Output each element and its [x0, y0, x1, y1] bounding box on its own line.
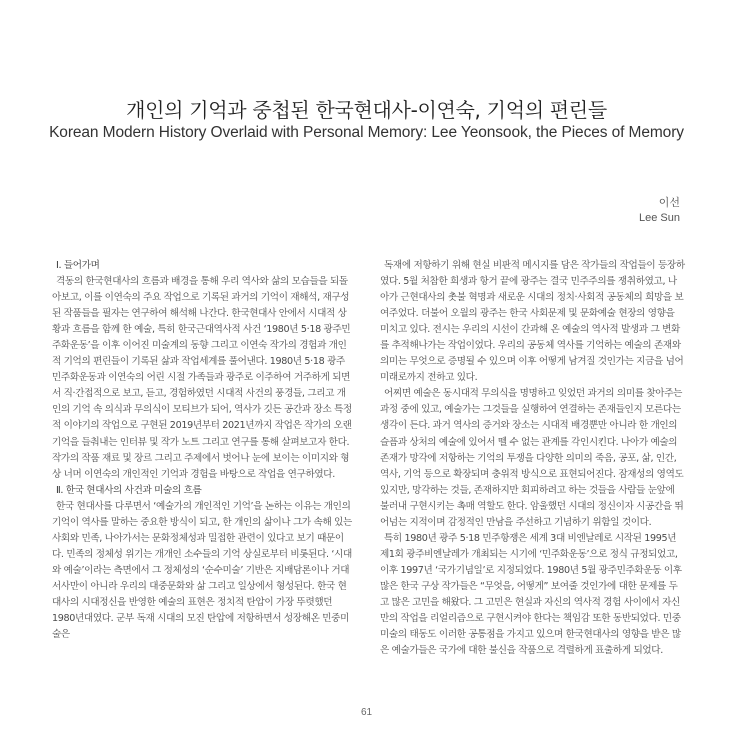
right-paragraph-3: 특히 1980년 광주 5·18 민주항쟁은 세계 3대 비엔날레로 시작된 1995년 제1회 광주비엔날레가 개최되는 시기에 ‘민주화운동’으로 정식 규정되었고, 이후 1997년 ‘국가기념일’로 지정되었다. 1980년 5월 광주민주화운동 이후 많은 한국 구상 작가들은 “무엇을, 어떻게” 보여줄 것인가에 대한 문제를 두고 많은 고민을 해왔다. 그 고민은 현실과 자신의 역사적 경험 사이에서 자신만의 작업을 리얼리즘으로 구현시켜야 한다는 책임감 또한 동반되었다. 민중미술의 태동도 이러한 공통점을 가지고 있으며 한국현대사의 영향을 받은 많은 예술가들은 국가에 대한 불신을 작품으로 격렬하게 표출하게 되었다. — [380, 532, 682, 657]
section2-text: 한국 현대사를 다루면서 ‘예술가의 개인적인 기억’을 논하는 이유는 개인의 기억이 역사를 말하는 중요한 방식이 되고, 한 개인의 삶이나 그가 속해 있는 사회와 민족, 나아가서는 문화정체성과 밀접한 관련이 있다고 보기 때문이다. 민족의 정체성 위기는 개개인 소수들의 기억 상실로부터 비롯된다. ‘시대와 예술’이라는 측면에서 그 정체성의 ‘순수미술’ 기반은 지배담론이나 거대서사만이 아니라 우리의 대중문화와 삶 그리고 일상에서 형성된다. 한국 현대사의 시대정신을 반영한 예술의 표현은 정치적 탄압이 가장 뚜렷했던 1980년대였다. 군부 독재 시대의 모진 탄압에 저항하면서 성장해온 민중미술은 — [52, 500, 352, 641]
right-paragraph-2: 어찌면 예술은 동시대적 무의식을 명명하고 잊었던 과거의 의미를 찾아주는 과정 중에 있고, 예술가는 그것들을 실행하여 연결하는 존재들인지 모른다는 생각이 든다. 과거 역사의 증거와 장소는 시대적 배경뿐만 아니라 한 개인의 슬픔과 상처의 예술에 있어서 뗄 수 없는 관계를 각인시킨다. 나아가 예술의 존재가 망각에 저항하는 기억의 투쟁을 다양한 의미의 죽음, 공포, 삶, 인간, 역사, 기억 등으로 확장되며 충위적 방식으로 표현되어진다. 잠재성의 영역도 있지만, 망각하는 것들, 존재하지만 회피하려고 하는 것들을 사람들 눈앞에 불러내 구현시키는 촉매 역할도 한다. 암울했던 시대의 정신이자 시공간을 뛰어넘는 지적이며 감정적인 만남을 주선하고 기념하기 위함일 것이다. — [380, 388, 684, 528]
author — [639, 196, 680, 226]
title-korean: 개인의 기억과 중첩된 한국현대사-이연숙, 기억의 편린들 — [126, 98, 607, 122]
right-column — [380, 258, 685, 659]
right-paragraph-1: 독재에 저항하기 위해 현실 비판적 메시지를 담은 작가들의 작업들이 등장하였다. 5월 처참한 희생과 항거 끝에 광주는 결국 민주주의를 쟁취하였고, 나아가 근현대사의 촛불 혁명과 새로운 시대의 정치·사회적 공동체의 희망을 보여주었다. 더불어 오월의 광주는 한국 사회문제 및 문화예술 현장의 영향을 미치고 있다. 전시는 우리의 시선이 간과해 온 예술의 역사적 발생과 그 변화를 추적해나가는 작업이었다. 우리의 공동체 역사를 기억하는 예술의 존재와 의미는 무엇으로 증명될 수 있으며 이후 어떻게 남겨질 것인가는 지금을 넘어 미래로까지 전하고 있다. — [380, 260, 685, 384]
author-korean: 이선 — [658, 197, 680, 209]
left-column — [52, 258, 352, 643]
title-english: Korean Modern History Overlaid with Personal Memory: Lee Yeonsook, the Pieces of Memory — [49, 124, 684, 141]
section1-heading: Ⅰ. 들어가며 — [56, 260, 100, 271]
section1-text: 격동의 한국현대사의 흐름과 배경을 통해 우리 역사와 삶의 모습들을 되돌아보고, 이를 이연숙의 주요 작업으로 기록된 과거의 기억이 재해석, 재구성된 작품들을 필자는 연구하여 해석해 나간다. 한국현대사 안에서 시대적 상황과 흐름을 함께 한 예술, 특히 한국근대역사적 사건 ‘1980년 5·18 광주민주화운동’을 이후 이어진 미술계의 동향 그리고 이연숙 작가의 경험과 개인적 기억의 편린들이 기록된 삶과 작업세계를 풀어낸다. 1980년 5·18 광주민주화운동과 이연숙의 어린 시절 가족들과 광주로 이주하여 거주하게 되면서 직·간접적으로 보고, 듣고, 경험하였던 시대적 사건의 풍경들, 그리고 개인의 기억 속 의식과 무의식이 모티브가 되어, 역사가 깃든 공간과 장소 특정적 이야기의 작업으로 구현된 2019년부터 2021년까지 작업은 작가의 오랜 기억을 들춰내는 인터뷰 및 작가 노트 그리고 연구를 통해 살펴보고자 한다. 작가의 작품 재료 및 장르 그리고 주제에서 벗어나 눈에 보이는 이미지와 형상 너머 이연숙의 개인적인 기억과 경험을 바탕으로 작업을 연구하였다. — [52, 276, 352, 480]
page-number: 61 — [360, 707, 373, 718]
section2-heading: Ⅱ. 한국 현대사의 사건과 미술의 흐름 — [56, 484, 202, 496]
author-english: Lee Sun — [639, 212, 680, 224]
